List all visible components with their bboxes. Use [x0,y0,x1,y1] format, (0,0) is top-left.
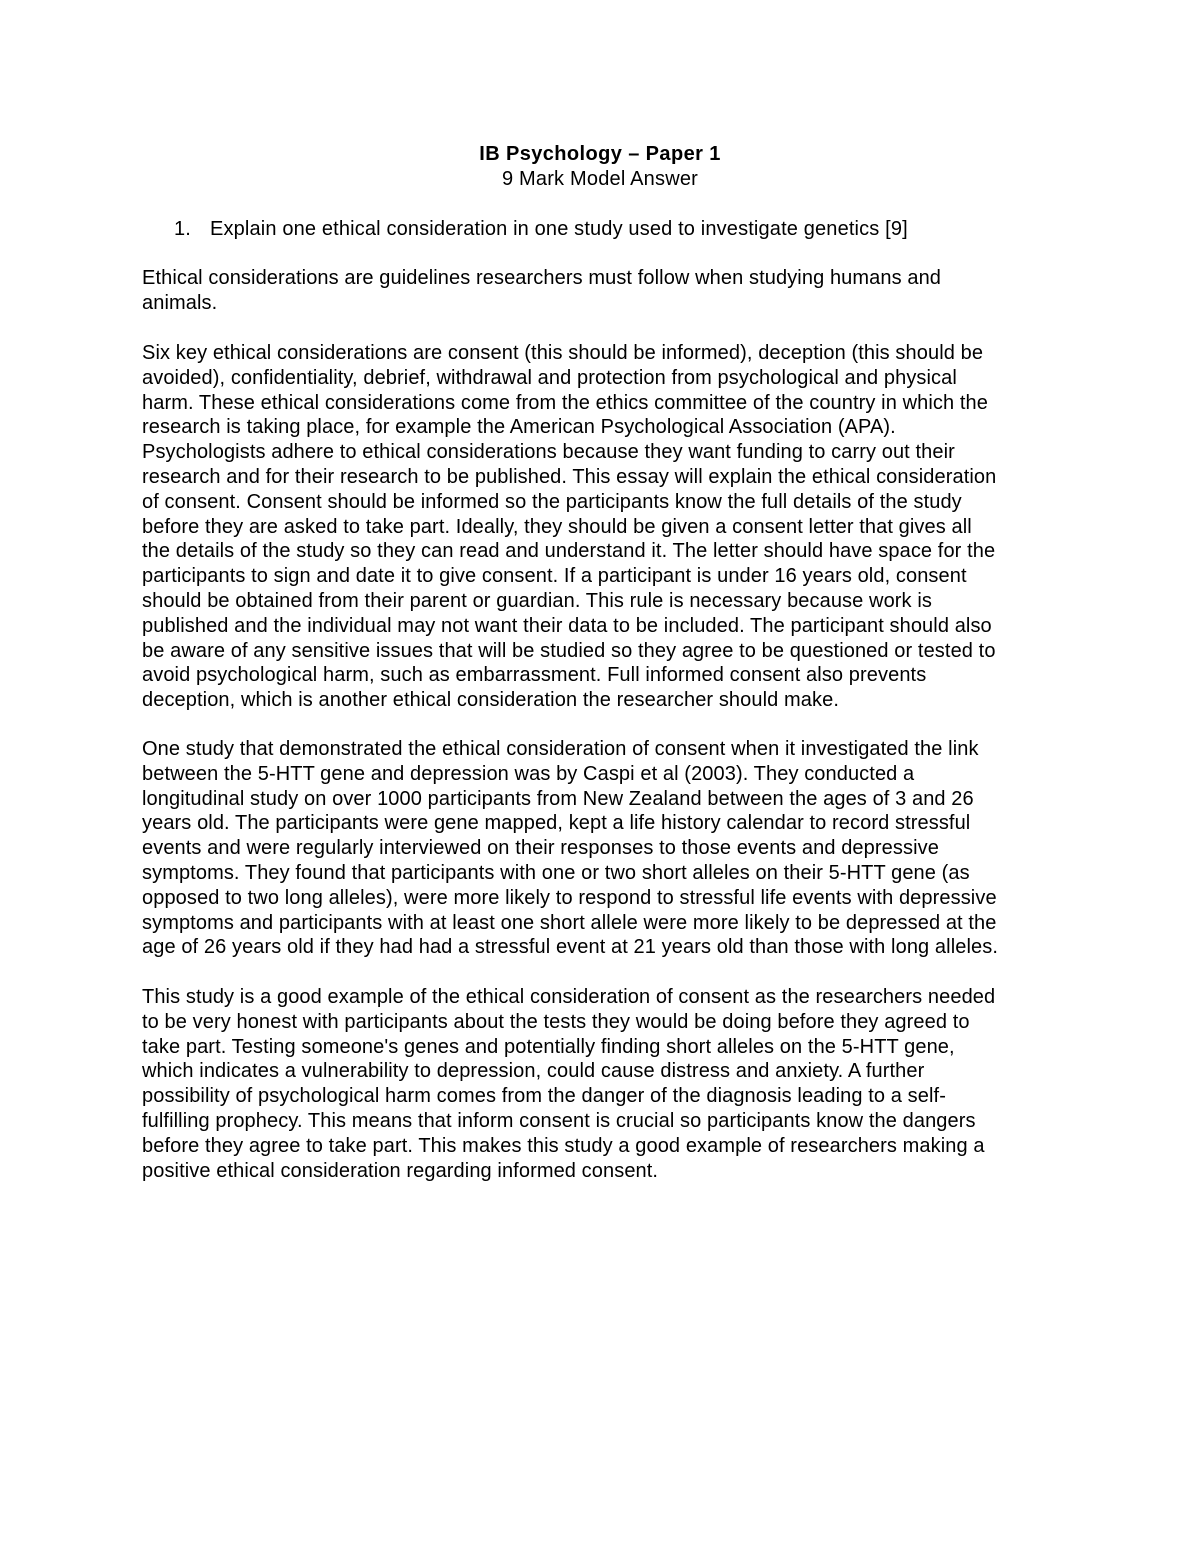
paragraph-line: events and were regularly interviewed on their responses to those events and depressive [142,837,939,860]
paragraph-line: symptoms and participants with at least one short allele were more likely to be depressed at the [142,911,997,934]
paragraph-line: opposed to two long alleles), were more likely to respond to stressful life events with depressive [142,886,997,909]
paragraph-line: One study that demonstrated the ethical consideration of consent when it investigated the link [142,738,979,760]
paragraph-line: animals. [142,291,218,314]
paragraph-line: participants to sign and date it to give consent. If a participant is under 16 years old, consent [142,565,967,588]
paragraph-line: Ethical considerations are guidelines researchers must follow when studying humans and [142,267,942,289]
document-subtitle: 9 Mark Model Answer [501,168,699,190]
paragraph-line: between the 5-HTT gene and depression was by Caspi et al (2003). They conducted a [142,762,915,785]
paragraph-line: harm. These ethical considerations come from the ethics committee of the country in which the [142,391,988,414]
paragraph-line: research is taking place, for example the American Psychological Association (APA). [142,416,896,439]
paragraph-line: This study is a good example of the ethical consideration of consent as the researchers needed [142,986,996,1008]
paragraph-caspi-study [142,737,1067,960]
question-text: Explain one ethical consideration in one study used to investigate genetics [9] [210,218,908,240]
paragraph-line: symptoms. They found that participants with one or two short alleles on their 5-HTT gene (as [142,861,970,884]
paragraph-line: fulfilling prophecy. This means that inform consent is crucial so participants know the dangers [142,1109,976,1132]
question-item [174,217,1074,241]
question-number: 1. [174,218,191,240]
paragraph-line: the details of the study so they can read and understand it. The letter should have space for the [142,540,996,563]
paragraph-line: possibility of psychological harm comes from the danger of the diagnosis leading to a self- [142,1085,946,1108]
paragraph-line: to be very honest with participants about the tests they would be doing before they agreed to [142,1010,970,1033]
paragraph-line: before they are asked to take part. Ideally, they should be given a consent letter that gives all [142,515,972,538]
paragraph-line: years old. The participants were gene mapped, kept a life history calendar to record stressful [142,812,971,835]
paragraph-line: research and for their research to be published. This essay will explain the ethical consideration [142,465,997,488]
paragraph-line: positive ethical consideration regarding informed consent. [142,1159,659,1182]
paragraph-line: take part. Testing someone's genes and potentially finding short alleles on the 5-HTT gene, [142,1035,955,1058]
paragraph-ethical-considerations [142,341,1067,713]
paragraph-line: Six key ethical considerations are consent (this should be informed), deception (this should be [142,342,984,364]
paragraph-line: published and the individual may not want their data to be included. The participant should also [142,614,992,637]
paragraph-line: age of 26 years old if they had had a stressful event at 21 years old than those with long alleles. [142,936,998,959]
paragraph-line: Psychologists adhere to ethical considerations because they want funding to carry out their [142,441,955,464]
paragraph-line: be aware of any sensitive issues that will be studied so they agree to be questioned or tested to [142,639,996,662]
document-title: IB Psychology – Paper 1 [479,143,721,165]
paragraph-line: longitudinal study on over 1000 participants from New Zealand between the ages of 3 and 26 [142,787,974,810]
paragraph-line: of consent. Consent should be informed so the participants know the full details of the study [142,490,962,513]
paragraph-line: should be obtained from their parent or guardian. This rule is necessary because work is [142,589,932,612]
paragraph-line: before they agree to take part. This makes this study a good example of researchers making a [142,1134,985,1157]
paragraph-line: avoid psychological harm, such as embarrassment. Full informed consent also prevents [142,664,927,687]
paragraph-line: avoided), confidentiality, debrief, withdrawal and protection from psychological and physical [142,366,957,389]
paragraph-line: deception, which is another ethical consideration the researcher should make. [142,689,839,712]
paragraph-evaluation [142,985,1067,1183]
paragraph-intro [142,266,1067,316]
paragraph-line: which indicates a vulnerability to depression, could cause distress and anxiety. A further [142,1060,925,1083]
